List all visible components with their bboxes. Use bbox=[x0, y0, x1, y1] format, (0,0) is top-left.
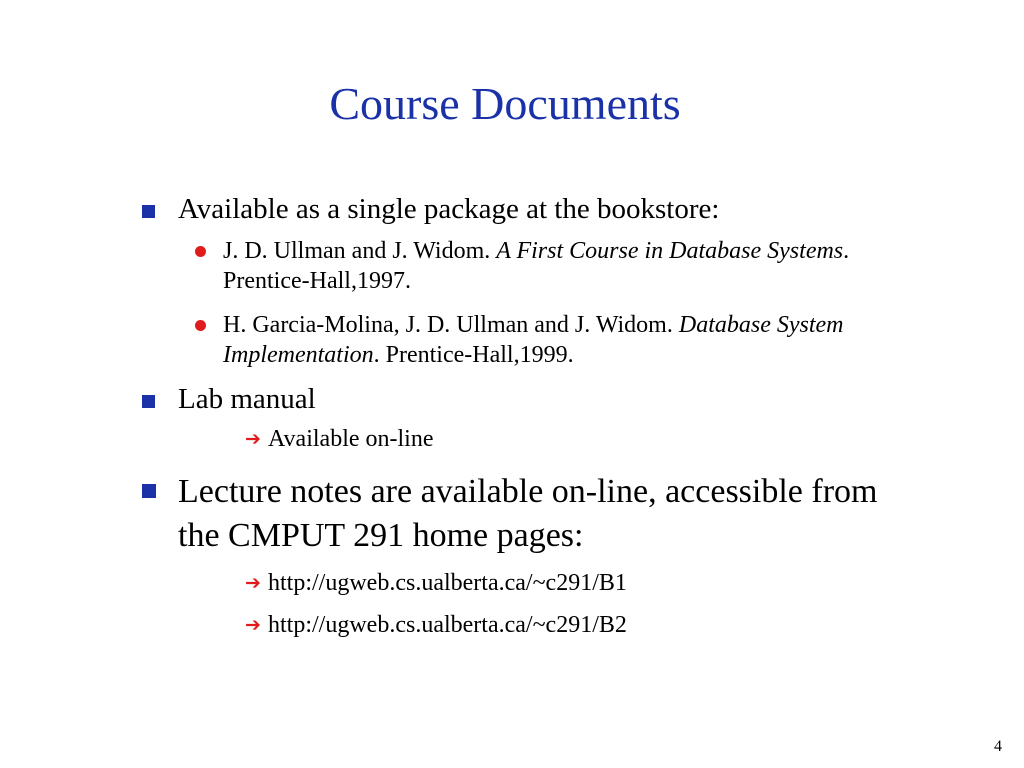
arrow-right-icon: ➔ bbox=[245, 428, 261, 450]
bullet-lecture-notes bbox=[140, 470, 900, 558]
square-bullet-icon bbox=[142, 395, 155, 408]
link-text[interactable]: http://ugweb.cs.ualberta.ca/~c291/B1 bbox=[268, 570, 627, 596]
round-bullet-icon bbox=[195, 246, 206, 257]
arrow-right-icon: ➔ bbox=[245, 572, 261, 594]
reference-item bbox=[140, 310, 900, 370]
slide-title: Course Documents bbox=[329, 78, 681, 129]
link-item bbox=[140, 568, 900, 598]
reference-publisher: . Prentice-Hall,1997. bbox=[223, 238, 850, 294]
bullet-text: Lab manual bbox=[178, 383, 316, 415]
bullet-lab-manual bbox=[140, 382, 900, 416]
reference-authors: H. Garcia-Molina, J. D. Ullman and J. Widom. bbox=[223, 312, 679, 338]
slide-content bbox=[140, 192, 900, 640]
bullet-text: Available as a single package at the bookstore: bbox=[178, 193, 720, 225]
page-number: 4 bbox=[994, 738, 1002, 755]
sub-item bbox=[140, 424, 900, 454]
bullet-bookstore bbox=[140, 192, 900, 226]
link-item bbox=[140, 610, 900, 640]
round-bullet-icon bbox=[195, 320, 206, 331]
bullet-text: Lecture notes are available on-line, accessible from the CMPUT 291 home pages: bbox=[178, 473, 878, 554]
reference-authors: J. D. Ullman and J. Widom. bbox=[223, 238, 497, 264]
reference-publisher: . Prentice-Hall,1999. bbox=[373, 342, 574, 368]
link-text[interactable]: http://ugweb.cs.ualberta.ca/~c291/B2 bbox=[268, 612, 627, 638]
reference-title: A First Course in Database Systems bbox=[496, 238, 844, 264]
reference-item bbox=[140, 236, 900, 296]
reference-title: Database System Implementation bbox=[223, 312, 844, 368]
square-bullet-icon bbox=[142, 205, 155, 218]
square-bullet-icon bbox=[142, 484, 156, 498]
arrow-right-icon: ➔ bbox=[245, 614, 261, 636]
sub-item-text: Available on-line bbox=[268, 426, 434, 452]
